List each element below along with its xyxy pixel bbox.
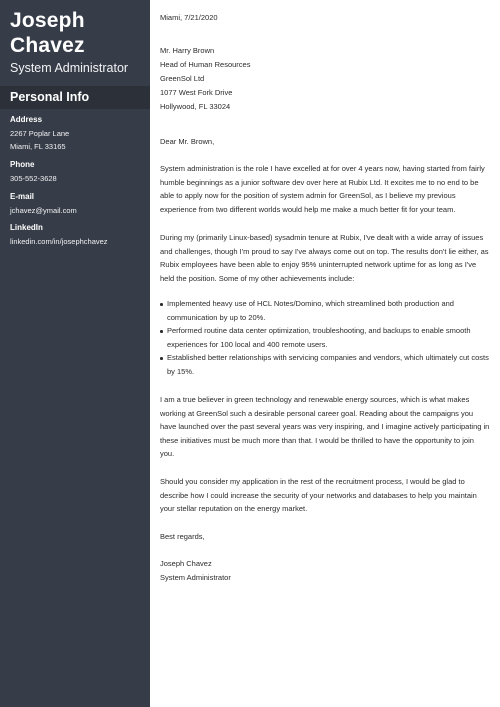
address-line1: 2267 Poplar Lane <box>10 129 70 138</box>
recipient-name: Mr. Harry Brown <box>160 46 215 55</box>
recipient-position: Head of Human Resources <box>160 60 251 69</box>
date-line: Miami, 7/21/2020 <box>160 13 218 22</box>
applicant-name <box>10 8 85 58</box>
sidebar <box>0 0 150 707</box>
recipient-city: Hollywood, FL 33024 <box>160 102 231 111</box>
recipient-street: 1077 West Fork Drive <box>160 88 233 97</box>
paragraph-motivation: I am a true believer in green technology and renewable energy sources, which is what makes working at GreenSol such a desirable personal career goal. Reading about the campaigns you have launched over the past several years was very inspiring, and I imagine actively participating in these initiatives must be much more than that. I would be thrilled to have the opportunity to join you. <box>160 395 490 458</box>
signature-name: Joseph Chavez <box>160 559 212 568</box>
last-name: Chavez <box>10 34 85 57</box>
closing-phrase: Best regards, <box>160 532 205 541</box>
paragraph-intro: System administration is the role I have excelled at for over 4 years now, having started from fairly humble beginnings as a junior software dev over here at Rubix Ltd. It excites me to no end to be able to apply now for the position of system admin for GreenSol, as I believe my previous experience from two different worlds would help me make a much better fit for your team. <box>160 164 485 214</box>
phone-label: Phone <box>10 160 35 169</box>
address-label: Address <box>10 115 43 124</box>
first-name: Joseph <box>10 9 85 32</box>
paragraph-experience: During my (primarily Linux-based) sysadmin tenure at Rubix, I've dealt with a wide array of issues and challenges, though I'm proud to say I've always come out on top. The results don't lie either, as Rubix employees have been able to enjoy 95% uninterrupted network uptime for as long as I've held the position. Some of my other achievements include: <box>160 233 489 283</box>
email-link[interactable]: jchavez@ymail.com <box>10 206 77 215</box>
applicant-title: System Administrator <box>10 61 129 75</box>
salutation: Dear Mr. Brown, <box>160 137 215 146</box>
list-item: Performed routine data center optimization, troubleshooting, and backups to enable smooth experiences for 100 local and 400 remote users. <box>160 324 490 351</box>
personal-info-heading: Personal Info <box>0 86 150 109</box>
linkedin-label: LinkedIn <box>10 223 43 232</box>
list-item: Implemented heavy use of HCL Notes/Domino, which streamlined both production and communication by up to 20%. <box>160 297 490 324</box>
achievements-list <box>160 297 490 378</box>
paragraph-closing: Should you consider my application in the rest of the recruitment process, I would be glad to describe how I could increase the security of your networks and databases to help you maintain your stellar reputation on the energy market. <box>160 477 477 513</box>
signature-title: System Administrator <box>160 573 231 582</box>
phone-value: 305-552-3628 <box>10 174 57 183</box>
email-label: E-mail <box>10 192 35 201</box>
recipient-company: GreenSol Ltd <box>160 74 205 83</box>
address-line2: Miami, FL 33165 <box>10 142 66 151</box>
linkedin-link[interactable]: linkedin.com/in/josephchavez <box>10 237 108 246</box>
list-item: Established better relationships with servicing companies and vendors, which ultimately cut costs by 15%. <box>160 351 490 378</box>
